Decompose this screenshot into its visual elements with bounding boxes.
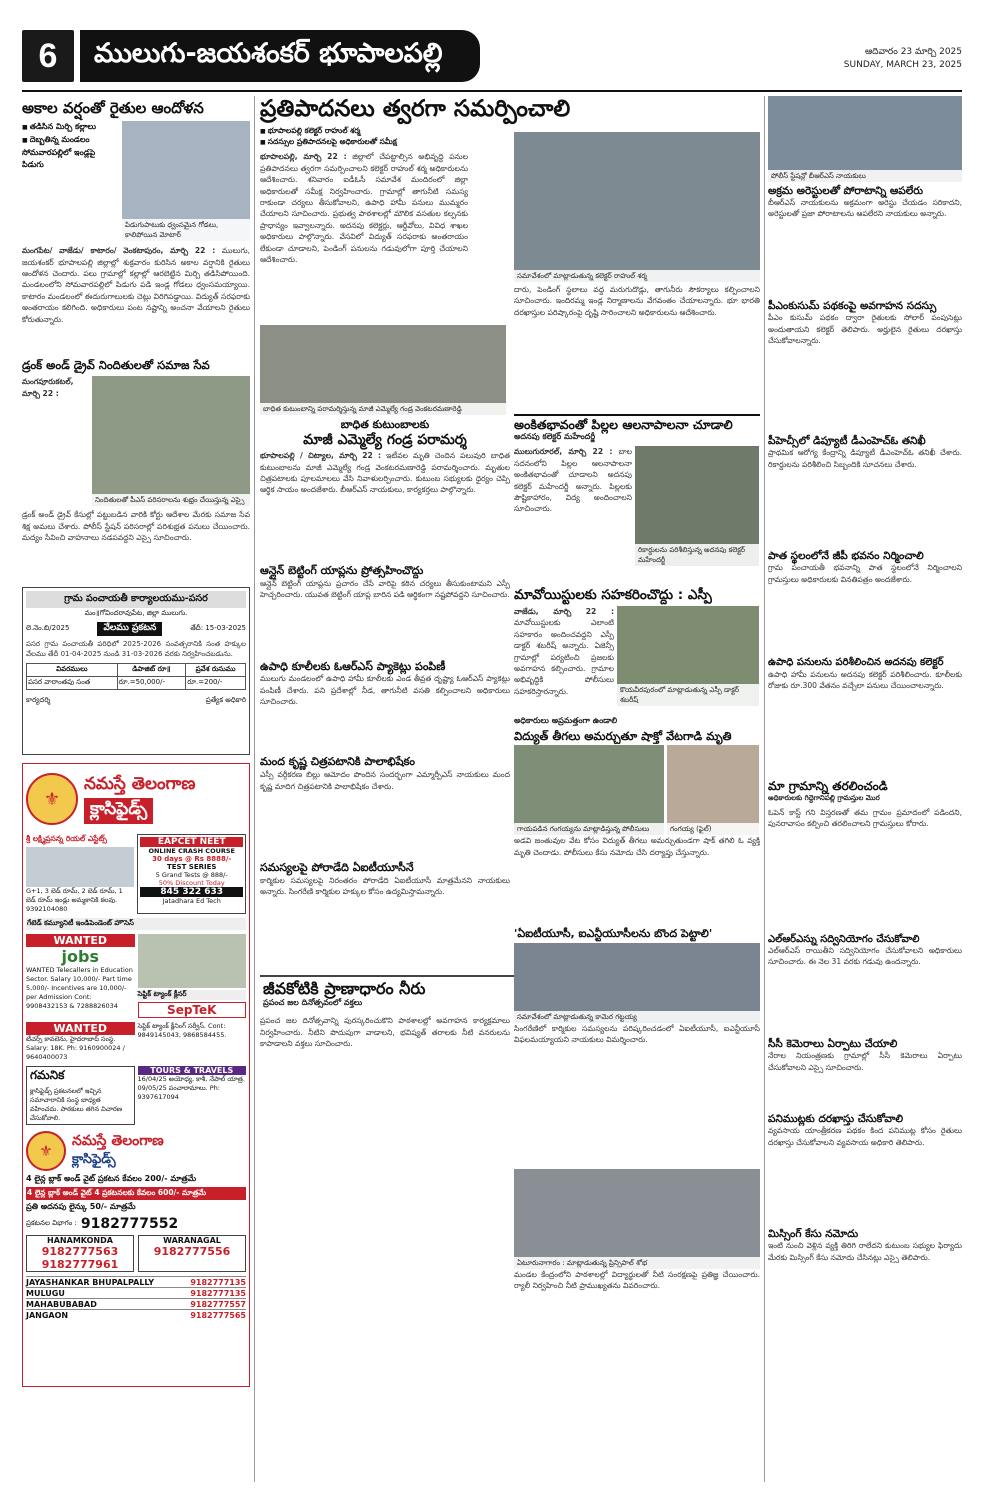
right-story-10-body: ఇంటి నుంచి వెళ్లిన వ్యక్తి తిరిగి రాలేదని కుటుంబ సభ్యుల ఫిర్యాదు మేరకు మిస్సింగ్ కేసు నమోదు చేసినట్లు ఎస్సై తెలిపారు. <box>768 1241 962 1262</box>
right-story-1-headline: అక్రమ అరెస్టులతో పోరాటాన్ని ఆపలేరు <box>768 185 924 197</box>
notice-signature-left: కార్యదర్శి <box>26 696 51 705</box>
section-title: ములుగు-జయశంకర్ భూపాలపల్లి <box>80 30 480 82</box>
headline-rain: అకాల వర్షంతో రైతుల ఆందోళన <box>22 99 204 117</box>
big-brand-sub: క్లాసిఫైడ్స్ <box>72 1151 116 1167</box>
story-i-body: వాజేడు, మార్చి 22 : మావోయిస్టులకు ఎలాంటి సహకారం అందించవద్దని ఎస్పీ డాక్టర్ శబరీష్ అన్నారు. ఏజెన్సీ గ్రామాల్లో పర్యటించి ప్రజలకు అవగాహన కల్పించారు. గ్రామాల అభివృద్ధికి పోలీసులు సహకరిస్తారన్నారు. <box>514 606 614 696</box>
lead-continued-body: దారు, పెండింగ్ స్థలాలు వద్ద మరుగుదొడ్లు, తాగునీరు సౌకర్యాలు కల్పించాలని సూచించారు. ఇందిరమ్మ ఇండ్ల నిర్మాణాలను వేగవంతం చేయాలన్నారు. భూ భారతి దరఖాస్తుల పరిష్కారంపై దృష్టి సారించాలని అధికారులను ఆదేశించారు. <box>514 285 760 317</box>
story-h-body: ములుగురూరల్, మార్చి 22 : బాల సదనంలోని పిల్లల ఆలనాపాలనా అంకితభావంతో చూడాలని అదనపు కలెక్టర్ మహేందర్జీ అన్నారు. పిల్లలకు పౌష్టికాహారం, విద్య అందించాలని సూచించారు. <box>514 447 632 514</box>
septic-title: సెప్టిక్ ట్యాంక్ క్లీనర్ <box>138 990 247 1000</box>
story-e-headline: మంద కృష్ణ చిత్రపటానికి పాలాభిషేకం <box>260 755 415 769</box>
offer-3: ప్రతి అదనపు లైన్కు 50/- మాత్రమే <box>26 1202 136 1212</box>
story-g-sub: ప్రపంచ జల దినోత్సవంలో వక్తలు <box>263 998 363 1008</box>
rain-body: మంగపేట/ వాజేడు/ కాటారం/ వెంకటాపురం, మార్చి 22 : ములుగు, జయశంకర్ భూపాలపల్లి జిల్లాల్లో శుక్రవారం కురిసిన అకాల వర్షానికి రైతులు ఆందోళన చెందారు. పలు గ్రామాల్లో కల్లాల్లో ఆరబెట్టిన మిర్చి తడిసిపోయింది. మండలంలోని సోమవారపల్లిలో పిడుగు పడి ఇండ్ల గోడలు ధ్వంసమయ్యాయి. కాటారం మండలంలో ఈదురుగాలులకు చెట్లు విరిగిపడ్డాయి. విద్యుత్ సరఫరాకు అంతరాయం కలిగింది. అధికారులు పంట నష్టాన్ని అంచనా వేయాలని రైతులు కోరుతున్నారు. <box>22 246 250 324</box>
right-story-6-sub: అధికారులకు గిద్దెగానిపల్లి గ్రామస్తుల మొర <box>768 793 880 802</box>
realestate-body: G+1, 3 బెడ్ రూమ్, 2 బెడ్ రూమ్, 1 బెడ్ రూమ్ ఇండ్లు అమ్మకానికి కలవు. 9392104080 <box>26 887 123 914</box>
story-h-headline: అంకితభావంతో పిల్లల ఆలనాపాలనా చూడాలి <box>514 417 733 432</box>
septic-brand: SepTeK <box>138 1002 247 1018</box>
big-brand: నమస్తే తెలంగాణ <box>72 1132 164 1149</box>
story-d-body: ములుగు మండలంలో ఉపాధి హామీ కూలీలకు ఎండ తీవ్రత దృష్ట్యా ఓఆర్ఎస్ ప్యాకెట్లు పంపిణీ చేశారు. పని ప్రదేశాల్లో నీడ, తాగునీటి వసతి కల్పించాలని అధికారులు సూచించారు. <box>260 674 510 707</box>
lead-headline: ప్రతిపాదనలు త్వరగా సమర్పించాలి <box>260 96 571 122</box>
eapcet-ad: EAPCET NEET ONLINE CRASH COURSE 30 days @ Rs 8888/- TEST SERIES 5 Grand Tests @ 888/- 50% Discount Today 845 322 633 Jatadhara Ed Tech <box>137 834 246 914</box>
drunk-drive-lead: మంగపూరుకటల్, మార్చి 22 : <box>22 377 74 398</box>
rain-photo: పిడుగుపాటుకు ధ్వంసమైన గోడలు, కాలిపోయిన మోటార్ <box>122 121 250 241</box>
edition-date <box>844 30 962 88</box>
district-phone-list <box>26 1276 246 1320</box>
story-f-headline: సమస్యలపై పోరాడేది ఏఐటీయూసీనే <box>260 861 414 875</box>
right-story-2-headline: పీఎంకుసుమ్ పథకంపై అవగాహన సదస్సు <box>768 300 937 313</box>
story-h-sub: అదనపు కలెక్టర్ మహేందర్జీ <box>514 432 596 442</box>
story-k-headline: 'ఏఐటీయూసీ, ఐఎన్టీయూసీలను బొంద పెట్టాలి' <box>514 927 713 941</box>
story-b-body: భూపాలపల్లి / చిట్యాల, మార్చి 22 : ఇటీవల మృతి చెందిన పలువురి బాధిత కుటుంబాలను మాజీ ఎమ్మెల్యే గండ్ర వెంకటరమణారెడ్డి పరామర్శించారు. మృతుల చిత్రపటాలకు పూలమాలలు వేసి నివాళులర్పించారు. కుటుంబ సభ్యులకు ధైర్యం చెప్పి ఆర్థిక సాయం అందజేశారు. బీఆర్ఎస్ నాయకులు, కార్యకర్తలు పాల్గొన్నారు. <box>260 451 510 495</box>
gated-photo <box>138 934 247 988</box>
masthead <box>22 30 962 88</box>
headline-drunk-drive: డ్రంక్ అండ్ డ్రైవ్ నిందితులతో సమాజ సేవ <box>22 358 210 373</box>
masthead-rule <box>22 90 962 92</box>
story-e-body: ఎస్సీ వర్గీకరణ బిల్లు ఆమోదం పొందిన సందర్భంగా ఎమ్మార్పీఎస్ నాయకులు మంద కృష్ణ మాదిగ చిత్రపటానికి పాలాభిషేకం చేశారు. <box>260 770 510 791</box>
notice-auction-label: వేలము ప్రకటన <box>97 622 162 636</box>
story-g-body: ప్రపంచ జల దినోత్సవాన్ని పురస్కరించుకొని పాఠశాలల్లో అవగాహన కార్యక్రమాలు నిర్వహించారు. నీటిని పొదుపుగా వాడాలని, భవిష్యత్ తరాలకు నీటి వనరులను కాపాడాలని వక్తలు సూచించారు. <box>260 1016 510 1048</box>
tours-title: TOURS & TRAVELS <box>138 1066 246 1075</box>
story-i-photo: కొయవీరపురంలో మాట్లాడుతున్న ఎస్పీ డాక్టర్ శబరీష్ <box>617 606 759 706</box>
notice-title: గ్రామ పంచాయతీ కార్యాలయము-పసర <box>26 591 246 608</box>
story-j-headline: విద్యుత్ తీగలు అమర్చుతూ షాక్తో వేటగాడి మృతి <box>514 728 732 743</box>
wanted-label: WANTED <box>26 934 135 947</box>
date-english: SUNDAY, MARCH 23, 2025 <box>843 60 962 70</box>
realestate-photo <box>26 847 134 887</box>
brs-photo: పోలీస్ స్టేషన్లో బీఆర్ఎస్ నాయకులు <box>768 96 962 182</box>
notice-ad-body: క్లాసిఫైడ్స్ ప్రకటనలలో ఇచ్చిన సమాచారానికి సంస్థ బాధ్యత వహించదు. పాఠకులు తగిన విచారణ చేసుకోవాలి. <box>30 1087 123 1123</box>
goddess-logo-icon: ⚜ <box>26 1131 66 1171</box>
tours-body: 16/04/25 అయోధ్య, కాశీ, నేపాల్ యాత్ర. 09/05/25 పంచారామాలు. Ph: 9397617094 <box>137 1075 245 1102</box>
story-i-headline: మావోయిస్టులకు సహకరించొద్దు : ఎస్పీ <box>514 587 712 604</box>
right-story-9-body: వ్యవసాయ యాంత్రీకరణ పథకం కింద పనిముట్ల కోసం రైతులు దరఖాస్తు చేసుకోవాలని వ్యవసాయ అధికారి తెలిపారు. <box>768 1126 962 1147</box>
contact-main-phone: 9182777552 <box>80 1216 179 1233</box>
classifieds-brand-sub: క్లాసిఫైడ్స్ <box>84 798 153 824</box>
right-column <box>768 96 962 1482</box>
right-story-6-headline: మా గ్రామాన్ని తరలించండి <box>768 778 888 793</box>
right-story-2-body: పీఎం కుసుమ్ పథకం ద్వారా రైతులకు సోలార్ పంపుసెట్లు అందుతాయని కలెక్టర్ తెలిపారు. అర్హులైన రైతులు దరఖాస్తు చేసుకోవాలన్నారు. <box>768 313 962 345</box>
district-row: MULUGU 9182777135 <box>26 1289 246 1299</box>
realestate-title: శ్రీ లక్ష్మిప్రసన్న రియల్ ఎస్టేట్స్ <box>26 834 107 844</box>
left-column <box>22 96 250 1482</box>
story-b-headline-1: బాధిత కుటుంబాలకు <box>340 418 430 432</box>
notice-subtitle: మం॥గోవిందరావుపేట, జిల్లా ములుగు. <box>84 609 188 618</box>
story-j-portrait: గంగయ్య (ఫైల్) <box>667 745 759 835</box>
right-story-4-headline: పాత స్థలంలోనే జీపీ భవనం నిర్మించాలి <box>768 550 924 563</box>
right-story-8-body: నేరాల నియంత్రణకు గ్రామాల్లో సీసీ కెమెరాలు ఏర్పాటు చేసుకోవాలని ఎస్సై సూచించారు. <box>768 1051 962 1072</box>
story-c-headline: ఆన్లైన్ బెట్టింగ్ యాప్లను ప్రోత్సహించొద్దు <box>260 564 424 578</box>
wanted2-body: టీచర్స్ కావలెను, హైదరాబాద్ సంస్థ. Salary: 18K. Ph: 9160900024 / 9640400073 <box>26 1035 125 1062</box>
auction-notice <box>22 587 250 755</box>
notice-body: పసర గ్రామ పంచాయతీ పరిధిలో 2025-2026 సంవత్సరానికి సంత హక్కుల వేలము తేదీ 01-04-2025 నుండి 31-03-2026 వరకు నిర్వహించబడును. <box>26 640 246 659</box>
story-f-body: కార్మికుల సమస్యలపై నిరంతరం పోరాడేది ఏఐటీయూసీ మాత్రమేనని నాయకులు అన్నారు. సింగరేణి కార్మికుల హక్కుల కోసం ఉద్యమిస్తామన్నారు. <box>260 875 510 897</box>
story-g2-body: మండల కేంద్రంలోని పాఠశాలల్లో విద్యార్థులతో నీటి సంరక్షణపై ప్రతిజ్ఞ చేయించారు. ర్యాలీ నిర్వహించి నీటి ప్రాముఖ్యతను వివరించారు. <box>514 1269 760 1291</box>
page-number: 6 <box>22 30 74 82</box>
lead-bullets: ■ భూపాలపల్లి కలెక్టర్ రాహుల్ శర్మ ■ సదస్సుల ప్రతిపాదనలపై అధికారులతో సమీక్ష <box>260 126 510 148</box>
septic-body: సెప్టిక్ ట్యాంక్ క్లీనింగ్ సర్వీస్. Cont: 9849145043, 9868584455. <box>137 1022 227 1040</box>
story-g-photo: ఏటూరునాగారం : మాట్లాడుతున్న ప్రిన్సిపాల్ శోభ <box>514 1169 760 1269</box>
story-h-photo: రికార్డులను పరిశీలిస్తున్న అదనపు కలెక్టర్ మహేందర్జీ <box>635 446 759 566</box>
right-story-7-body: ఎల్ఆర్ఎస్ రాయితీని సద్వినియోగం చేసుకోవాలని అధికారులు సూచించారు. ఈ నెల 31 వరకు గడువు ఉందన్నారు. <box>768 946 962 967</box>
right-story-4-body: గ్రామ పంచాయతీ భవనాన్ని పాత స్థలంలోనే నిర్మించాలని గ్రామస్తులు అధికారులకు వినతిపత్రం అందజేశారు. <box>768 563 962 584</box>
right-story-5-headline: ఉపాధి పనులను పరిశీలించిన అదనపు కలెక్టర్ <box>768 657 944 669</box>
lead-body: భూపాలపల్లి, మార్చి 22 : జిల్లాలో చేపట్టాల్సిన అభివృద్ధి పనుల ప్రతిపాదనలు త్వరగా సమర్పించాలని కలెక్టర్ రాహుల్ శర్మ అధికారులను ఆదేశించారు. శనివారం ఐడీఓసీ సమావేశ మందిరంలో జిల్లా అధికారులతో సమీక్ష నిర్వహించారు. గ్రామాల్లో తాగునీటి సమస్య రాకుండా చర్యలు తీసుకోవాలని, ఉపాధి హామీ పనులు ముమ్మరం చేయాలని సూచించారు. ప్రభుత్వ పాఠశాలల్లో మౌలిక వసతుల కల్పనకు ప్రాధాన్యం ఇవ్వాలన్నారు. అదనపు కలెక్టర్లు, ఆర్డీవోలు, వివిధ శాఖల అధికారులు పాల్గొన్నారు. వేసవిలో విద్యుత్ సరఫరాకు అంతరాయం లేకుండా చూడాలని, పెండింగ్ పనులను గడువులోగా పూర్తి చేయాలని ఆదేశించారు. <box>260 152 468 265</box>
district-row: JANGAON 9182777565 <box>26 1311 246 1321</box>
notice-date: తేదీ: 15-03-2025 <box>190 624 246 633</box>
notice-ad-title: గమనిక <box>30 1068 65 1083</box>
offer-1: 4 లైన్ల బ్లాక్ అండ్ వైట్ ప్రకటన కేవలం 200/- మాత్రమే <box>26 1174 197 1184</box>
notice-signature-right: ప్రత్యేక అధికారి <box>205 696 246 705</box>
right-story-3-headline: పీహెచ్సీలో డిప్యూటీ డీఎంహెచ్ఓ తనిఖీ <box>768 435 926 448</box>
story-j-body: అడవి జంతువుల వేట కోసం విద్యుత్ తీగలు అమర్చుతుండగా షాక్ తగిలి ఓ వ్యక్తి మృతి చెందాడు. పోలీసులు కేసు నమోదు చేసి దర్యాప్తు చేస్తున్నారు. <box>514 836 760 857</box>
column-divider <box>254 96 255 1482</box>
rain-bullets: ■ తడిసిన మిర్చి కల్లాలు ■ దెబ్బతిన్న మండలం సోమవారపల్లిలో ఇండ్లపై పిడుగు <box>22 121 118 241</box>
story-c-body: ఆన్లైన్ బెట్టింగ్ యాప్లను ప్రచారం చేసే వారిపై కఠిన చర్యలు తీసుకుంటామని ఎస్పీ హెచ్చరించారు. యువత బెట్టింగ్ యాప్ల బారిన పడి ఆర్థికంగా నష్టపోవద్దని సూచించారు. <box>260 578 510 600</box>
district-row: JAYASHANKAR BHUPALPALLY 9182777135 <box>26 1278 246 1288</box>
classifieds-block: ⚜ నమస్తే తెలంగాణ క్లాసిఫైడ్స్ శ్రీ లక్ష్మిప్రసన్న రియల్ ఎస్టేట్స్ G+1, 3 బెడ్ రూమ్, 2 బెడ్ రూమ్, 1 బెడ్ రూమ్ ఇండ్లు అమ్మకానికి కలవు. 9392104080 EAPCET NEET ONLINE CRASH COURSE 30 days @ Rs 8888/- TEST SERIES 5 Grand Tests @ 888/- 50% Discount Today 845 322 633 Jatadhara Ed Tech గేటెడ్ కమ్యూనిటీ ఇండిపెండెంట్ హౌసెస్ WANTED jobs WANTED Telecallers in Education Sector. Salary 10,000/- Part time 5,000/- Incentives are 10,000/- per Admission Cont: 9908432153 & 7288826034 సెప్టిక్ ట్యాంక్ క్లీనర్ SepTeK WANTED టీచర్స్ కావలెను, హైదరాబాద్ సంస్థ. Salary: 18K. Ph: 9160900024 / 9640400073 సెప్టిక్ ట్యాంక్ క్లీనింగ్ సర్వీస్. Cont: 9849145043, 9868584455. గమనిక క్లాసిఫైడ్స్ ప్రకటనలలో ఇచ్చిన సమాచారానికి సంస్థ బాధ్యత వహించదు. పాఠకులు తగిన విచారణ చేసుకోవాలి. TOURS & TRAVELS 16/04/25 అయోధ్య, కాశీ, నేపాల్ యాత్ర. 09/05/25 పంచారామాలు. Ph: 9397617094 ⚜ నమస్తే తెలంగాణ క్లాసిఫైడ్స్ 4 లైన్ల బ్లాక్ అండ్ వైట్ ప్రకటన కేవలం 200/- మాత్రమే 4 లైన్ల బ్లాక్ అండ్ వైట్ 4 ప్రకటనలకు కేవలం 600/- మాత్రమే ప్రతి అదనపు లైన్కు 50/- మాత్రమే ప్రకటనల విభాగం : 9182777552 HANAMKONDA 9182777563 9182777961 WARANAGAL 9182777556 JAYASHANKAR BHUPALPALLY 9182777135 MULUGU 9182777135 MAHABUBABAD 9182777557 JANGAON 9182777565 <box>22 763 250 1387</box>
drunk-drive-body: డ్రంక్ అండ్ డ్రైవ్ కేసుల్లో పట్టుబడిన వారికి కోర్టు ఆదేశాల మేరకు సమాజ సేవ శిక్ష అమలు చేశారు. పోలీస్ స్టేషన్ పరిసరాల్లో పరిశుభ్రత పనులు చేయించారు. మద్యం సేవించి వాహనాలు నడపవద్దని ఎస్సై సూచించారు. <box>22 510 250 543</box>
right-story-10-headline: మిస్సింగ్ కేసు నమోదు <box>768 1228 859 1241</box>
wanted2-label: WANTED <box>26 1022 135 1035</box>
story-d-headline: ఉపాధి కూలీలకు ఓఆర్ఎస్ ప్యాకెట్లు పంపిణీ <box>260 659 446 673</box>
right-story-1-body: బీఆర్ఎస్ నాయకులను అక్రమంగా అరెస్టు చేయడం సరికాదని, అరెస్టులతో ప్రజా పోరాటాలను ఆపలేరని నాయకులు అన్నారు. <box>768 198 962 219</box>
right-story-8-headline: సీసీ కెమెరాలు ఏర్పాటు చేయాలి <box>768 1038 898 1051</box>
right-story-9-headline: పనిముట్లకు దరఖాస్తు చేసుకోవాలి <box>768 1113 904 1126</box>
story-b-headline-2: మాజీ ఎమ్మెల్యే గండ్ర పరామర్శ <box>303 432 467 449</box>
district-row: MAHABUBABAD 9182777557 <box>26 1300 246 1310</box>
right-story-5-body: ఉపాధి హామీ పనులను అదనపు కలెక్టర్ పరిశీలించారు. కూలీలకు రోజుకు రూ.300 వేతనం వచ్చేలా పనులు చేయించాలన్నారు. <box>768 669 962 691</box>
right-story-6-body: ఓపెన్ కాస్ట్ గని విస్తరణతో తమ గ్రామం ప్రమాదంలో పడిందని, పునరావాసం కల్పించి తరలించాలని గ్రామస్తులు కోరారు. <box>768 807 962 828</box>
story-b-photo: బాధిత కుటుంబాన్ని పరామర్శిస్తున్న మాజీ ఎమ్మెల్యే గండ్ర వెంకటరమణారెడ్డి <box>260 325 506 415</box>
jobs-label: jobs <box>61 947 99 967</box>
notice-ref: లె.నెం.బి/2025 <box>26 624 70 633</box>
wanted-body: WANTED Telecallers in Education Sector. Salary 10,000/- Part time 5,000/- Incentives are 10,000/- per Admission Cont: 9908432153 & 7288826034 <box>26 966 133 1011</box>
date-telugu: ఆదివారం 23 మార్చి 2025 <box>864 47 962 57</box>
right-story-7-headline: ఎల్ఆర్ఎస్ను సద్వినియోగం చేసుకోవాలి <box>768 933 920 945</box>
notice-table: వివరములు డిపాజిట్ రూ॥ ప్రవేశ రుసుము పసర వారాంతపు సంత రూ.=50,000/- రూ.=200/- <box>26 663 246 690</box>
column-divider <box>764 96 765 1482</box>
contact-label: ప్రకటనల విభాగం : <box>26 1219 77 1228</box>
story-i-sub: అధికారులు అప్రమత్తంగా ఉండాలి <box>514 715 618 725</box>
story-g-headline: జీవకోటికి ప్రాణాధారం నీరు <box>263 978 426 998</box>
right-story-3-body: ప్రాథమిక ఆరోగ్య కేంద్రాన్ని డిప్యూటీ డీఎంహెచ్ఓ తనిఖీ చేశారు. రికార్డులను పరిశీలించి సిబ్బందికి సూచనలు చేశారు. <box>768 448 962 469</box>
gated-title: గేటెడ్ కమ్యూనిటీ ఇండిపెండెంట్ హౌసెస్ <box>26 918 246 930</box>
center-right-column <box>514 96 760 1482</box>
story-k-photo: సమావేశంలో మాట్లాడుతున్న కామెర గట్టయ్య <box>514 943 760 1023</box>
story-k-body: సింగరేణిలో కార్మికుల సమస్యలను పరిష్కరించడంలో ఏఐటీయూసీ, ఐఎన్టీయూసీ విఫలమయ్యాయని నాయకులు విమర్శించారు. <box>514 1023 760 1045</box>
drunk-drive-photo: నిందితులతో పీఎస్ పరిసరాలను శుభ్రం చేయిస్తున్న ఎస్సై <box>92 376 250 506</box>
offer-2: 4 లైన్ల బ్లాక్ అండ్ వైట్ 4 ప్రకటనలకు కేవలం 600/- మాత్రమే <box>26 1187 246 1200</box>
lead-photo: సమావేశంలో మాట్లాడుతున్న కలెక్టర్ రాహుల్ శర్మ <box>514 132 760 282</box>
goddess-logo-icon: ⚜ <box>26 773 78 825</box>
classifieds-brand: నమస్తే తెలంగాణ <box>84 774 196 795</box>
story-j-photo: గాయపడిన గంగయ్యను మాట్లాడిస్తున్న పోలీసులు <box>514 745 664 835</box>
